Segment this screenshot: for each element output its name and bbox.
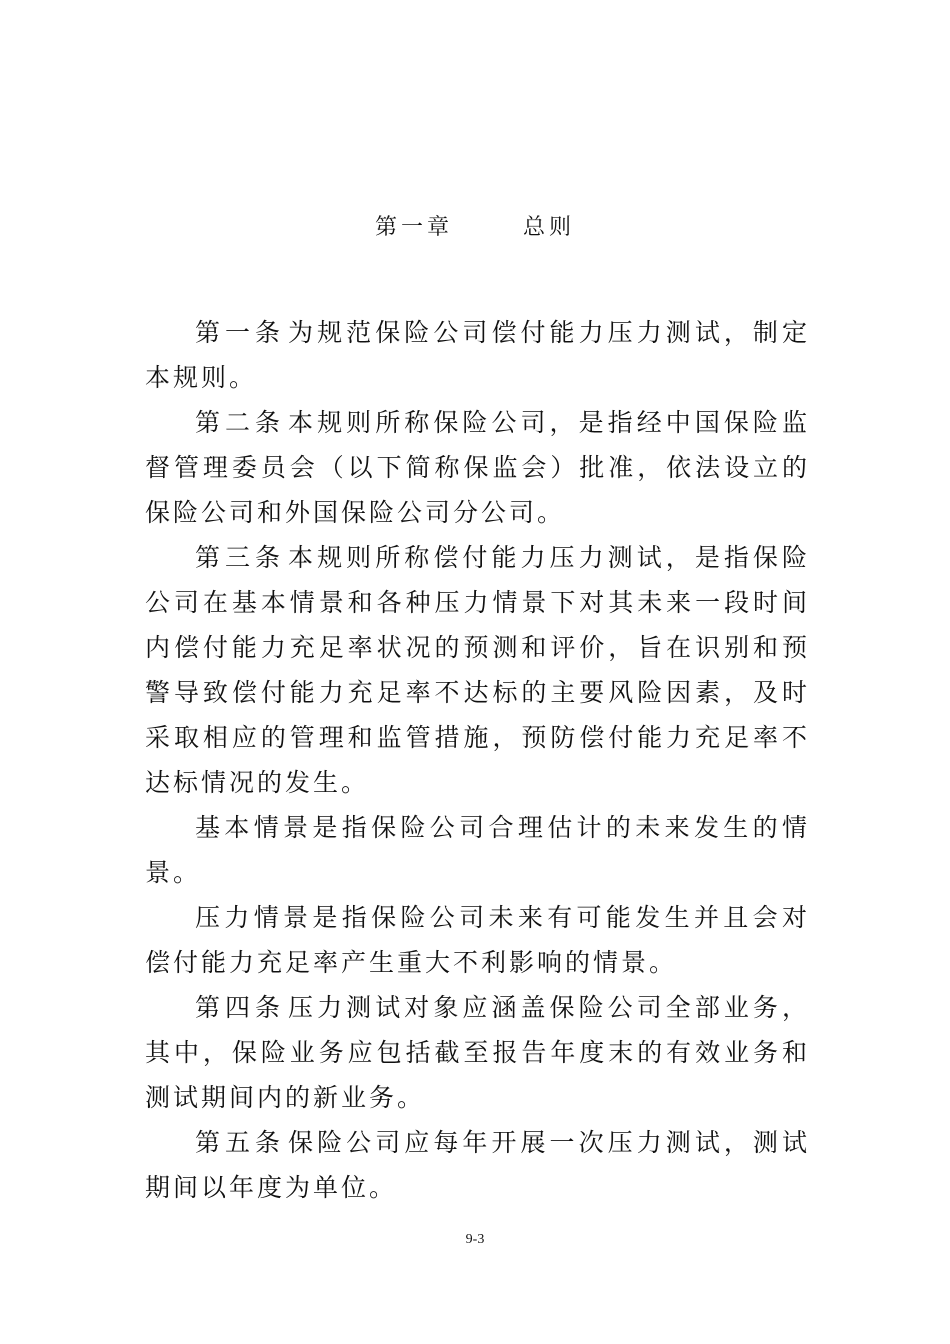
article-paragraph [145,310,810,400]
article-number: 第五条 [195,1128,286,1157]
paragraph-text: 基本情景是指保险公司合理估计的未来发生的情景。 [145,813,810,887]
chapter-number: 第一章 [374,215,453,240]
article-number: 第四条 [195,993,286,1022]
article-paragraph [145,985,810,1120]
document-body [145,310,810,1210]
article-paragraph [145,1120,810,1210]
article-number: 第一条 [195,318,286,347]
chapter-heading [0,210,950,241]
article-text: 保险公司应每年开展一次压力测试，测试期间以年度为单位。 [145,1128,810,1202]
article-text: 压力测试对象应涵盖保险公司全部业务，其中，保险业务应包括截至报告年度末的有效业务和测试期间内的新业务。 [145,993,810,1112]
article-text: 本规则所称偿付能力压力测试，是指保险公司在基本情景和各种压力情景下对其未来一段时间内偿付能力充足率状况的预测和评价，旨在识别和预警导致偿付能力充足率不达标的主要风险因素，及时采取相应的管理和监管措施，预防偿付能力充足率不达标情况的发生。 [145,543,810,797]
paragraph [145,895,810,985]
article-paragraph [145,535,810,805]
chapter-title: 总则 [523,215,576,240]
article-text: 本规则所称保险公司，是指经中国保险监督管理委员会（以下简称保监会）批准，依法设立的保险公司和外国保险公司分公司。 [145,408,810,527]
article-number: 第三条 [195,543,286,572]
paragraph [145,805,810,895]
paragraph-text: 压力情景是指保险公司未来有可能发生并且会对偿付能力充足率产生重大不利影响的情景。 [145,903,810,977]
article-text: 为规范保险公司偿付能力压力测试，制定本规则。 [145,318,810,392]
article-paragraph [145,400,810,535]
article-number: 第二条 [195,408,286,437]
page-number: 9-3 [465,1232,485,1247]
